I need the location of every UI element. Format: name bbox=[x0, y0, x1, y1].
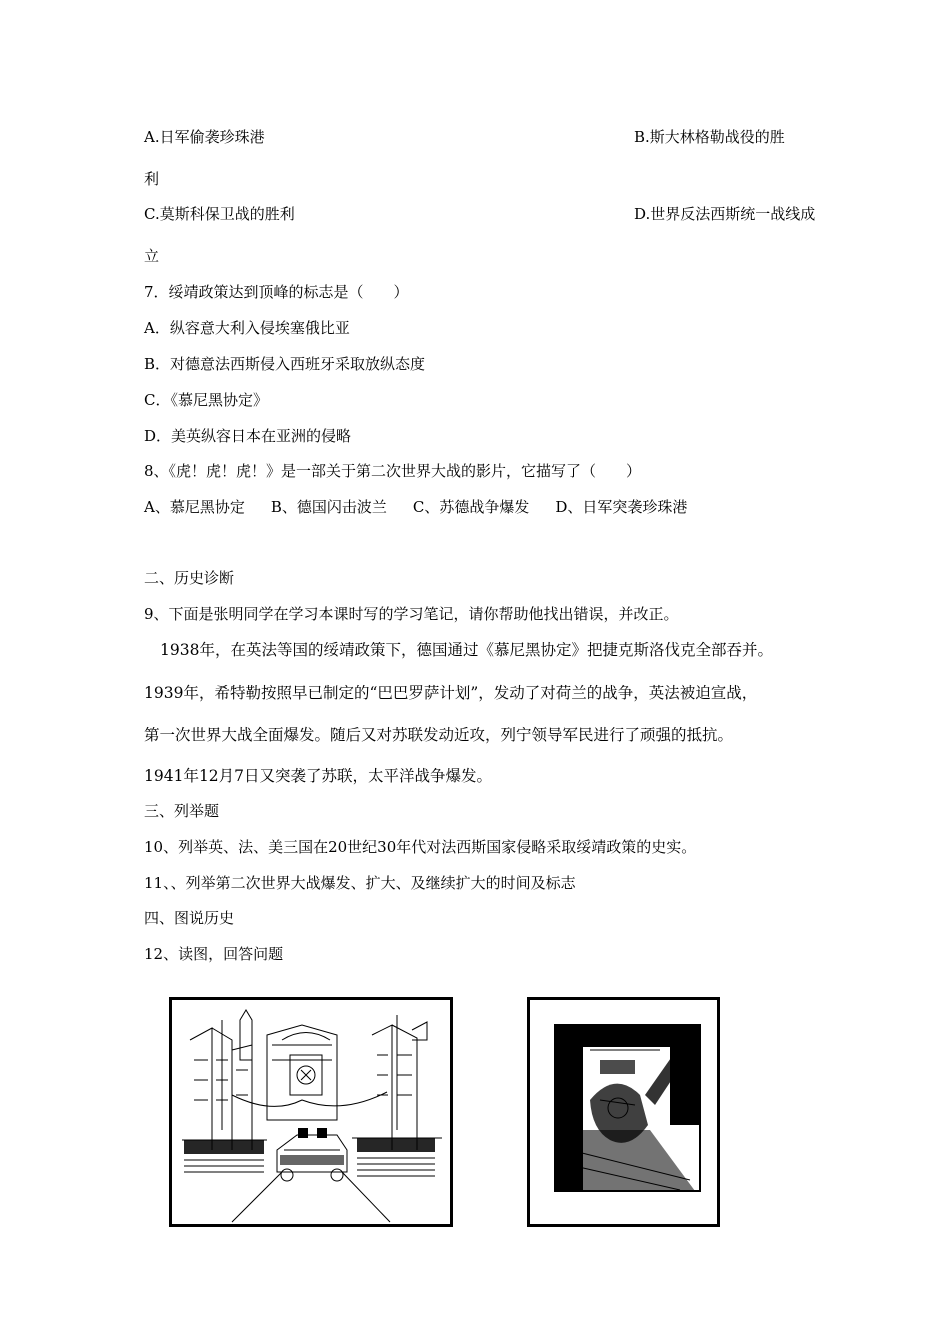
q10-stem: 10、列举英、法、美三国在20世纪30年代对法西斯国家侵略采取绥靖政策的史实。 bbox=[144, 838, 697, 856]
soldier-photo bbox=[527, 997, 720, 1227]
q6-option-a: A.日军偷袭珍珠港 bbox=[144, 128, 265, 146]
section4-heading: 四、图说历史 bbox=[144, 909, 235, 927]
q11-stem: 11、、列举第二次世界大战爆发、扩大、及继续扩大的时间及标志 bbox=[144, 874, 576, 892]
q8-option-b: B、德国闪击波兰 bbox=[270, 498, 387, 516]
q7-option-a: A．纵容意大利入侵埃塞俄比亚 bbox=[144, 319, 350, 337]
q8-option-a: A、慕尼黑协定 bbox=[144, 498, 245, 516]
q6-option-d: D.世界反法西斯统一战线成 bbox=[634, 205, 816, 223]
soldier-illustration bbox=[530, 1000, 717, 1224]
section3-heading: 三、列举题 bbox=[144, 802, 220, 820]
q8-option-c: C、苏德战争爆发 bbox=[412, 498, 530, 516]
q9-note-line-1: 1938年，在英法等国的绥靖政策下，德国通过《慕尼黑协定》把捷克斯洛伐克全部吞并。 bbox=[160, 641, 773, 659]
q9-note-line-3: 第一次世界大战全面爆发。随后又对苏联发动近攻，列宁领导军民进行了顽强的抵抗。 bbox=[144, 726, 734, 744]
q7-option-d: D．美英纵容日本在亚洲的侵略 bbox=[144, 427, 352, 445]
parade-photo bbox=[169, 997, 453, 1227]
q6-option-c: C.莫斯科保卫战的胜利 bbox=[144, 205, 295, 223]
q9-note-line-4: 1941年12月7日又突袭了苏联，太平洋战争爆发。 bbox=[144, 767, 493, 785]
q7-option-c: C．《慕尼黑协定》 bbox=[144, 391, 268, 409]
q6-option-d-wrap: 立 bbox=[144, 247, 160, 265]
q6-option-b: B.斯大林格勒战役的胜 bbox=[634, 128, 785, 146]
q7-option-b: B．对德意法西斯侵入西班牙采取放纵态度 bbox=[144, 355, 426, 373]
q8-option-d: D、日军突袭珍珠港 bbox=[555, 498, 688, 516]
section2-heading: 二、历史诊断 bbox=[144, 569, 235, 587]
parade-illustration bbox=[172, 1000, 450, 1224]
q7-stem: 7．绥靖政策达到顶峰的标志是（ ） bbox=[144, 283, 409, 301]
q9-stem: 9、下面是张明同学在学习本课时写的学习笔记，请你帮助他找出错误，并改正。 bbox=[144, 605, 679, 623]
q6-option-b-wrap: 利 bbox=[144, 170, 160, 188]
q8-options bbox=[144, 497, 687, 517]
q12-stem: 12、读图，回答问题 bbox=[144, 945, 284, 963]
q8-stem: 8、《虎！虎！虎！》是一部关于第二次世界大战的影片，它描写了（ ） bbox=[144, 462, 642, 480]
q9-note-line-2: 1939年，希特勒按照早已制定的“巴巴罗萨计划”，发动了对荷兰的战争，英法被迫宣战， bbox=[144, 684, 758, 702]
